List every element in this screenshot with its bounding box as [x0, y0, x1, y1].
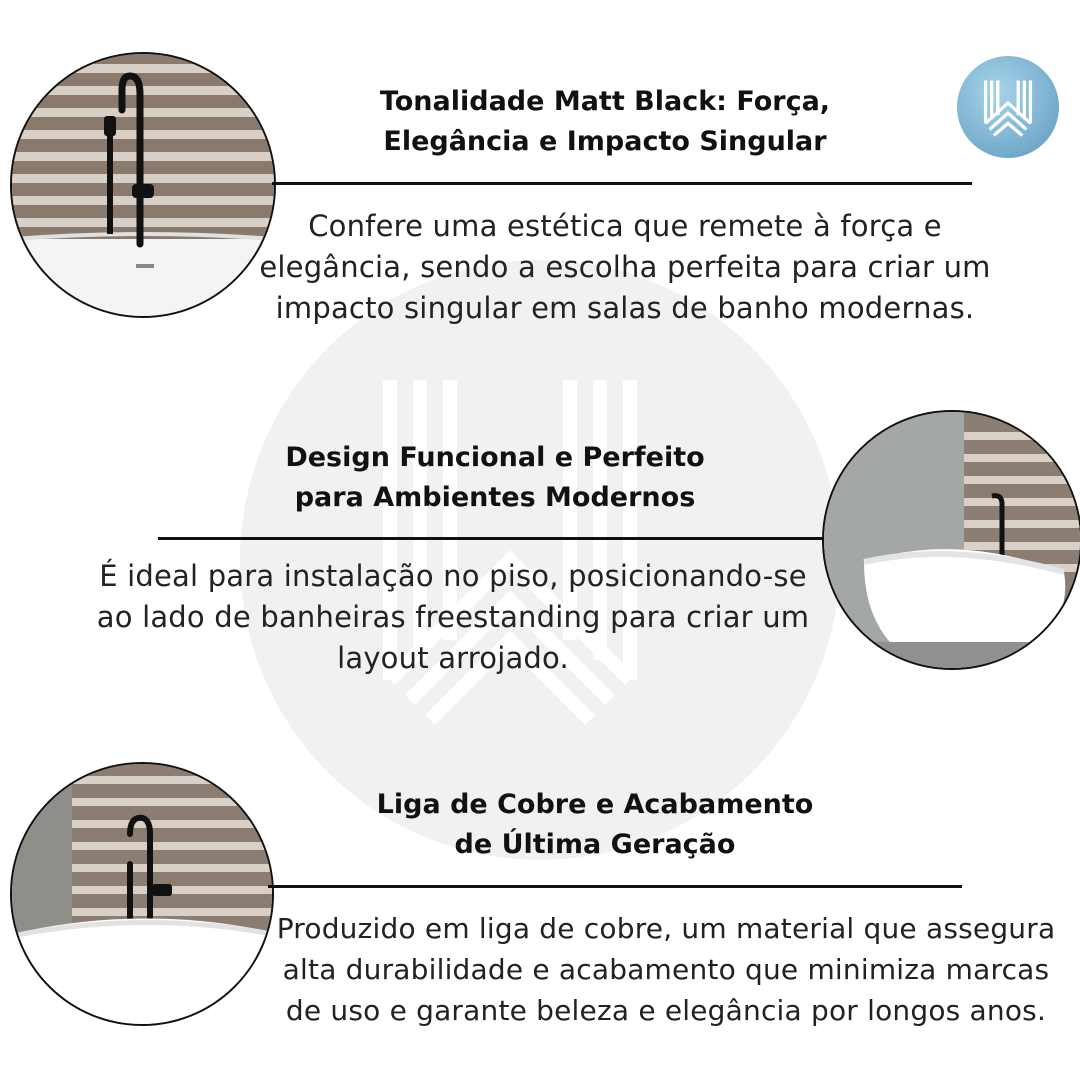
product-photo-bath-mixer-side	[10, 762, 274, 1026]
section-3-title-line-2: de Última Geração	[454, 829, 736, 860]
section-1-title	[290, 82, 920, 162]
section-2-title	[175, 438, 815, 518]
section-2-title-line-2: para Ambientes Modernos	[294, 482, 696, 513]
section-1-title-line-2: Elegância e Impacto Singular	[383, 126, 827, 157]
section-1-description	[230, 206, 1020, 329]
section-3-divider	[268, 885, 962, 888]
section-2-body-line-2: ao lado de banheiras freestanding para criar um	[96, 600, 810, 634]
section-3-body-line-2: alta durabilidade e acabamento que minimiza marcas	[282, 953, 1050, 986]
section-3-title-line-1: Liga de Cobre e Acabamento	[376, 789, 814, 820]
section-3-body-line-3: de uso e garante beleza e elegância por longos anos.	[285, 994, 1047, 1027]
section-2-divider	[158, 537, 823, 540]
section-1-body-line-1: Confere uma estética que remete à força e	[308, 209, 942, 243]
product-photo-freestanding-tub	[822, 410, 1080, 670]
section-2-description	[58, 556, 848, 679]
section-3-title	[280, 785, 910, 865]
section-1-body-line-3: impacto singular em salas de banho modernas.	[275, 291, 975, 325]
section-1-title-line-1: Tonalidade Matt Black: Força,	[379, 86, 831, 117]
section-1-divider	[272, 182, 972, 185]
section-2-body-line-3: layout arrojado.	[337, 641, 569, 675]
section-2-title-line-1: Design Funcional e Perfeito	[285, 442, 705, 473]
section-1-body-line-2: elegância, sendo a escolha perfeita para criar um	[259, 250, 991, 284]
section-3-body-line-1: Produzido em liga de cobre, um material que assegura	[276, 912, 1056, 945]
section-3-description	[262, 908, 1070, 1031]
section-2-body-line-1: É ideal para instalação no piso, posicionando-se	[99, 559, 807, 593]
brand-logo-icon	[957, 56, 1059, 158]
